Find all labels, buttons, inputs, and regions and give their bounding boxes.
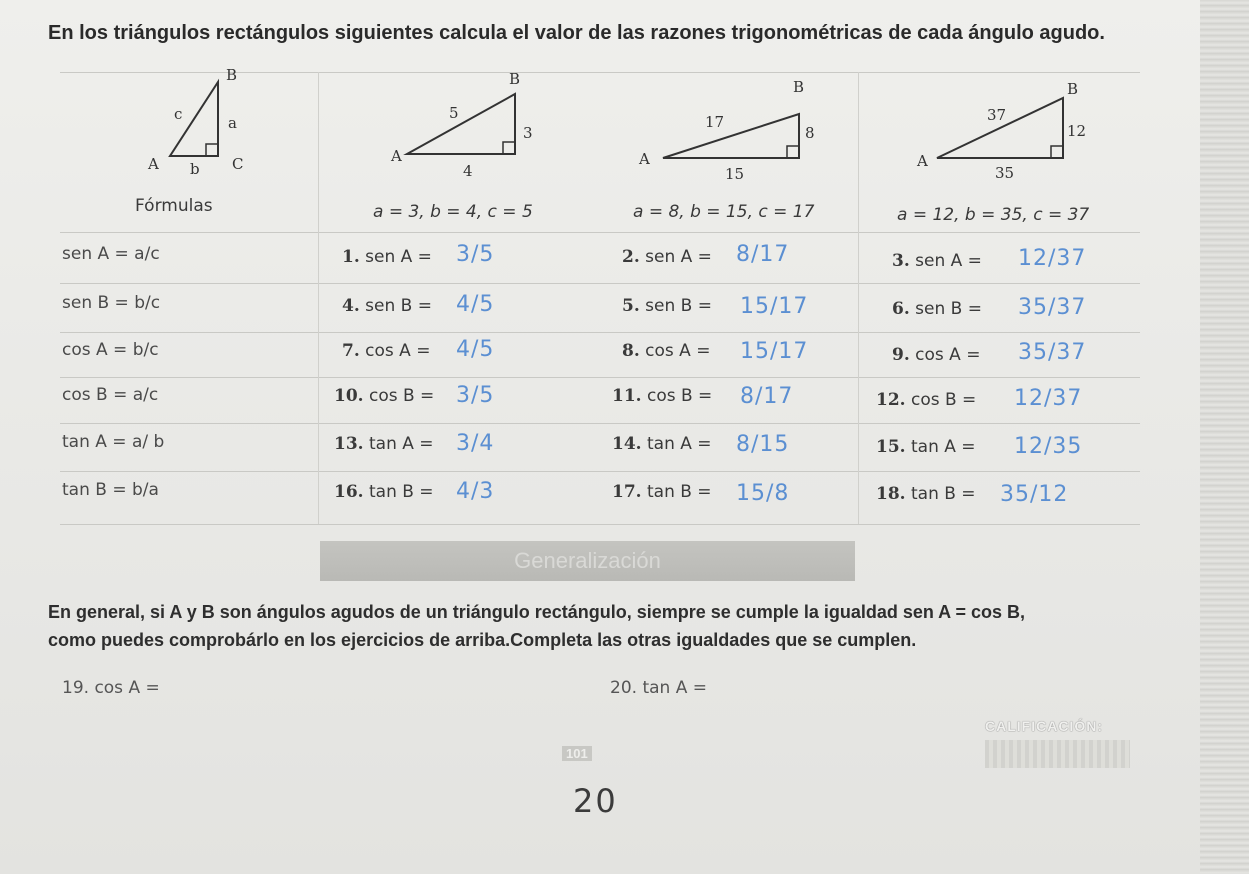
handwritten-answer: 35/12 xyxy=(1000,482,1069,507)
handwritten-answer: 8/17 xyxy=(740,384,794,409)
triangle-generic xyxy=(140,64,260,179)
handwritten-grade: 20 xyxy=(573,782,618,820)
handwritten-answer: 3/4 xyxy=(456,431,495,456)
side-label: 35 xyxy=(995,164,1015,182)
exercise-label: 3. sen A = xyxy=(892,251,982,271)
generalization-line-2: como puedes comprobárlo en los ejercicios de arriba.Completa las otras igualdades que se cumplen. xyxy=(48,630,917,650)
exercise-label: 17. tan B = xyxy=(612,482,712,502)
vertex-label: A xyxy=(639,150,650,168)
handwritten-answer: 3/5 xyxy=(456,242,495,267)
grade-label: CALIFICACIÓN: xyxy=(985,718,1103,734)
exercise-label: 16. tan B = xyxy=(334,482,434,502)
handwritten-answer: 8/17 xyxy=(736,242,790,267)
divider xyxy=(60,423,1140,424)
exercise-label: 5. sen B = xyxy=(622,296,712,316)
page-number: 101 xyxy=(562,746,592,761)
side-label: b xyxy=(190,160,200,178)
triangle-3-4-5 xyxy=(385,66,545,181)
handwritten-answer: 15/17 xyxy=(740,339,809,364)
column-header-1: a = 3, b = 4, c = 5 xyxy=(373,202,533,222)
handwritten-answer: 4/5 xyxy=(456,337,495,362)
handwritten-answer: 12/35 xyxy=(1014,434,1083,459)
vertex-label: B xyxy=(226,66,238,84)
side-label: 3 xyxy=(523,124,533,142)
handwritten-answer: 15/8 xyxy=(736,481,790,506)
formula-cos-b: cos B = a/c xyxy=(62,385,159,405)
vertex-label: B xyxy=(509,70,521,88)
column-divider xyxy=(318,72,319,524)
grade-box xyxy=(985,740,1130,768)
divider xyxy=(60,283,1140,284)
side-label: 37 xyxy=(987,106,1007,124)
handwritten-answer: 35/37 xyxy=(1018,340,1087,365)
exercise-label: 8. cos A = xyxy=(622,341,711,361)
column-header-2: a = 8, b = 15, c = 17 xyxy=(633,202,815,222)
vertex-label: B xyxy=(793,78,805,96)
side-label: 17 xyxy=(705,113,725,131)
handwritten-answer: 12/37 xyxy=(1014,386,1083,411)
handwritten-answer: 8/15 xyxy=(736,432,790,457)
exercise-label: 4. sen B = xyxy=(342,296,432,316)
vertex-label: A xyxy=(148,155,159,173)
side-label: 4 xyxy=(463,162,473,180)
formulas-header: Fórmulas xyxy=(135,196,213,216)
exercise-label: 14. tan A = xyxy=(612,434,712,454)
generalization-banner: Generalización xyxy=(320,541,855,581)
handwritten-answer: 4/5 xyxy=(456,292,495,317)
exercise-19: 19. cos A = xyxy=(62,678,160,698)
triangle-8-15-17 xyxy=(635,72,825,187)
page-edge xyxy=(1200,0,1249,874)
exercise-label: 15. tan A = xyxy=(876,437,976,457)
formula-tan-b: tan B = b/a xyxy=(62,480,159,500)
formula-sen-a: sen A = a/c xyxy=(62,244,160,264)
handwritten-answer: 3/5 xyxy=(456,383,495,408)
exercise-label: 10. cos B = xyxy=(334,386,435,406)
vertex-label: C xyxy=(232,155,244,173)
divider xyxy=(60,471,1140,472)
generalization-line-1: En general, si A y B son ángulos agudos de un triángulo rectángulo, siempre se cumple la igualdad sen A = cos B, xyxy=(48,602,1026,622)
column-divider xyxy=(858,72,859,524)
side-label: 8 xyxy=(805,124,815,142)
divider xyxy=(60,332,1140,333)
page-title: En los triángulos rectángulos siguientes calcula el valor de las razones trigonométricas de cada ángulo agudo. xyxy=(48,22,1105,44)
divider xyxy=(60,377,1140,378)
exercise-label: 18. tan B = xyxy=(876,484,976,504)
handwritten-answer: 35/37 xyxy=(1018,295,1087,320)
vertex-label: A xyxy=(917,152,928,170)
vertex-label: A xyxy=(391,147,402,165)
handwritten-answer: 15/17 xyxy=(740,294,809,319)
exercise-label: 7. cos A = xyxy=(342,341,431,361)
triangle-12-35-37 xyxy=(915,76,1095,186)
exercise-label: 6. sen B = xyxy=(892,299,982,319)
handwritten-answer: 12/37 xyxy=(1018,246,1087,271)
formula-sen-b: sen B = b/c xyxy=(62,293,161,313)
exercise-20: 20. tan A = xyxy=(610,678,707,698)
side-label: 5 xyxy=(449,104,459,122)
handwritten-answer: 4/3 xyxy=(456,479,495,504)
exercise-label: 2. sen A = xyxy=(622,247,712,267)
formula-tan-a: tan A = a/ b xyxy=(62,432,165,452)
side-label: 12 xyxy=(1067,122,1087,140)
vertex-label: B xyxy=(1067,80,1079,98)
exercise-label: 12. cos B = xyxy=(876,390,977,410)
side-label: a xyxy=(228,114,237,132)
side-label: 15 xyxy=(725,165,745,183)
exercise-label: 1. sen A = xyxy=(342,247,432,267)
divider xyxy=(60,524,1140,525)
formula-cos-a: cos A = b/c xyxy=(62,340,159,360)
exercise-label: 11. cos B = xyxy=(612,386,713,406)
exercise-label: 9. cos A = xyxy=(892,345,981,365)
column-header-3: a = 12, b = 35, c = 37 xyxy=(897,205,1090,225)
divider xyxy=(60,232,1140,233)
side-label: c xyxy=(174,105,183,123)
exercise-label: 13. tan A = xyxy=(334,434,434,454)
